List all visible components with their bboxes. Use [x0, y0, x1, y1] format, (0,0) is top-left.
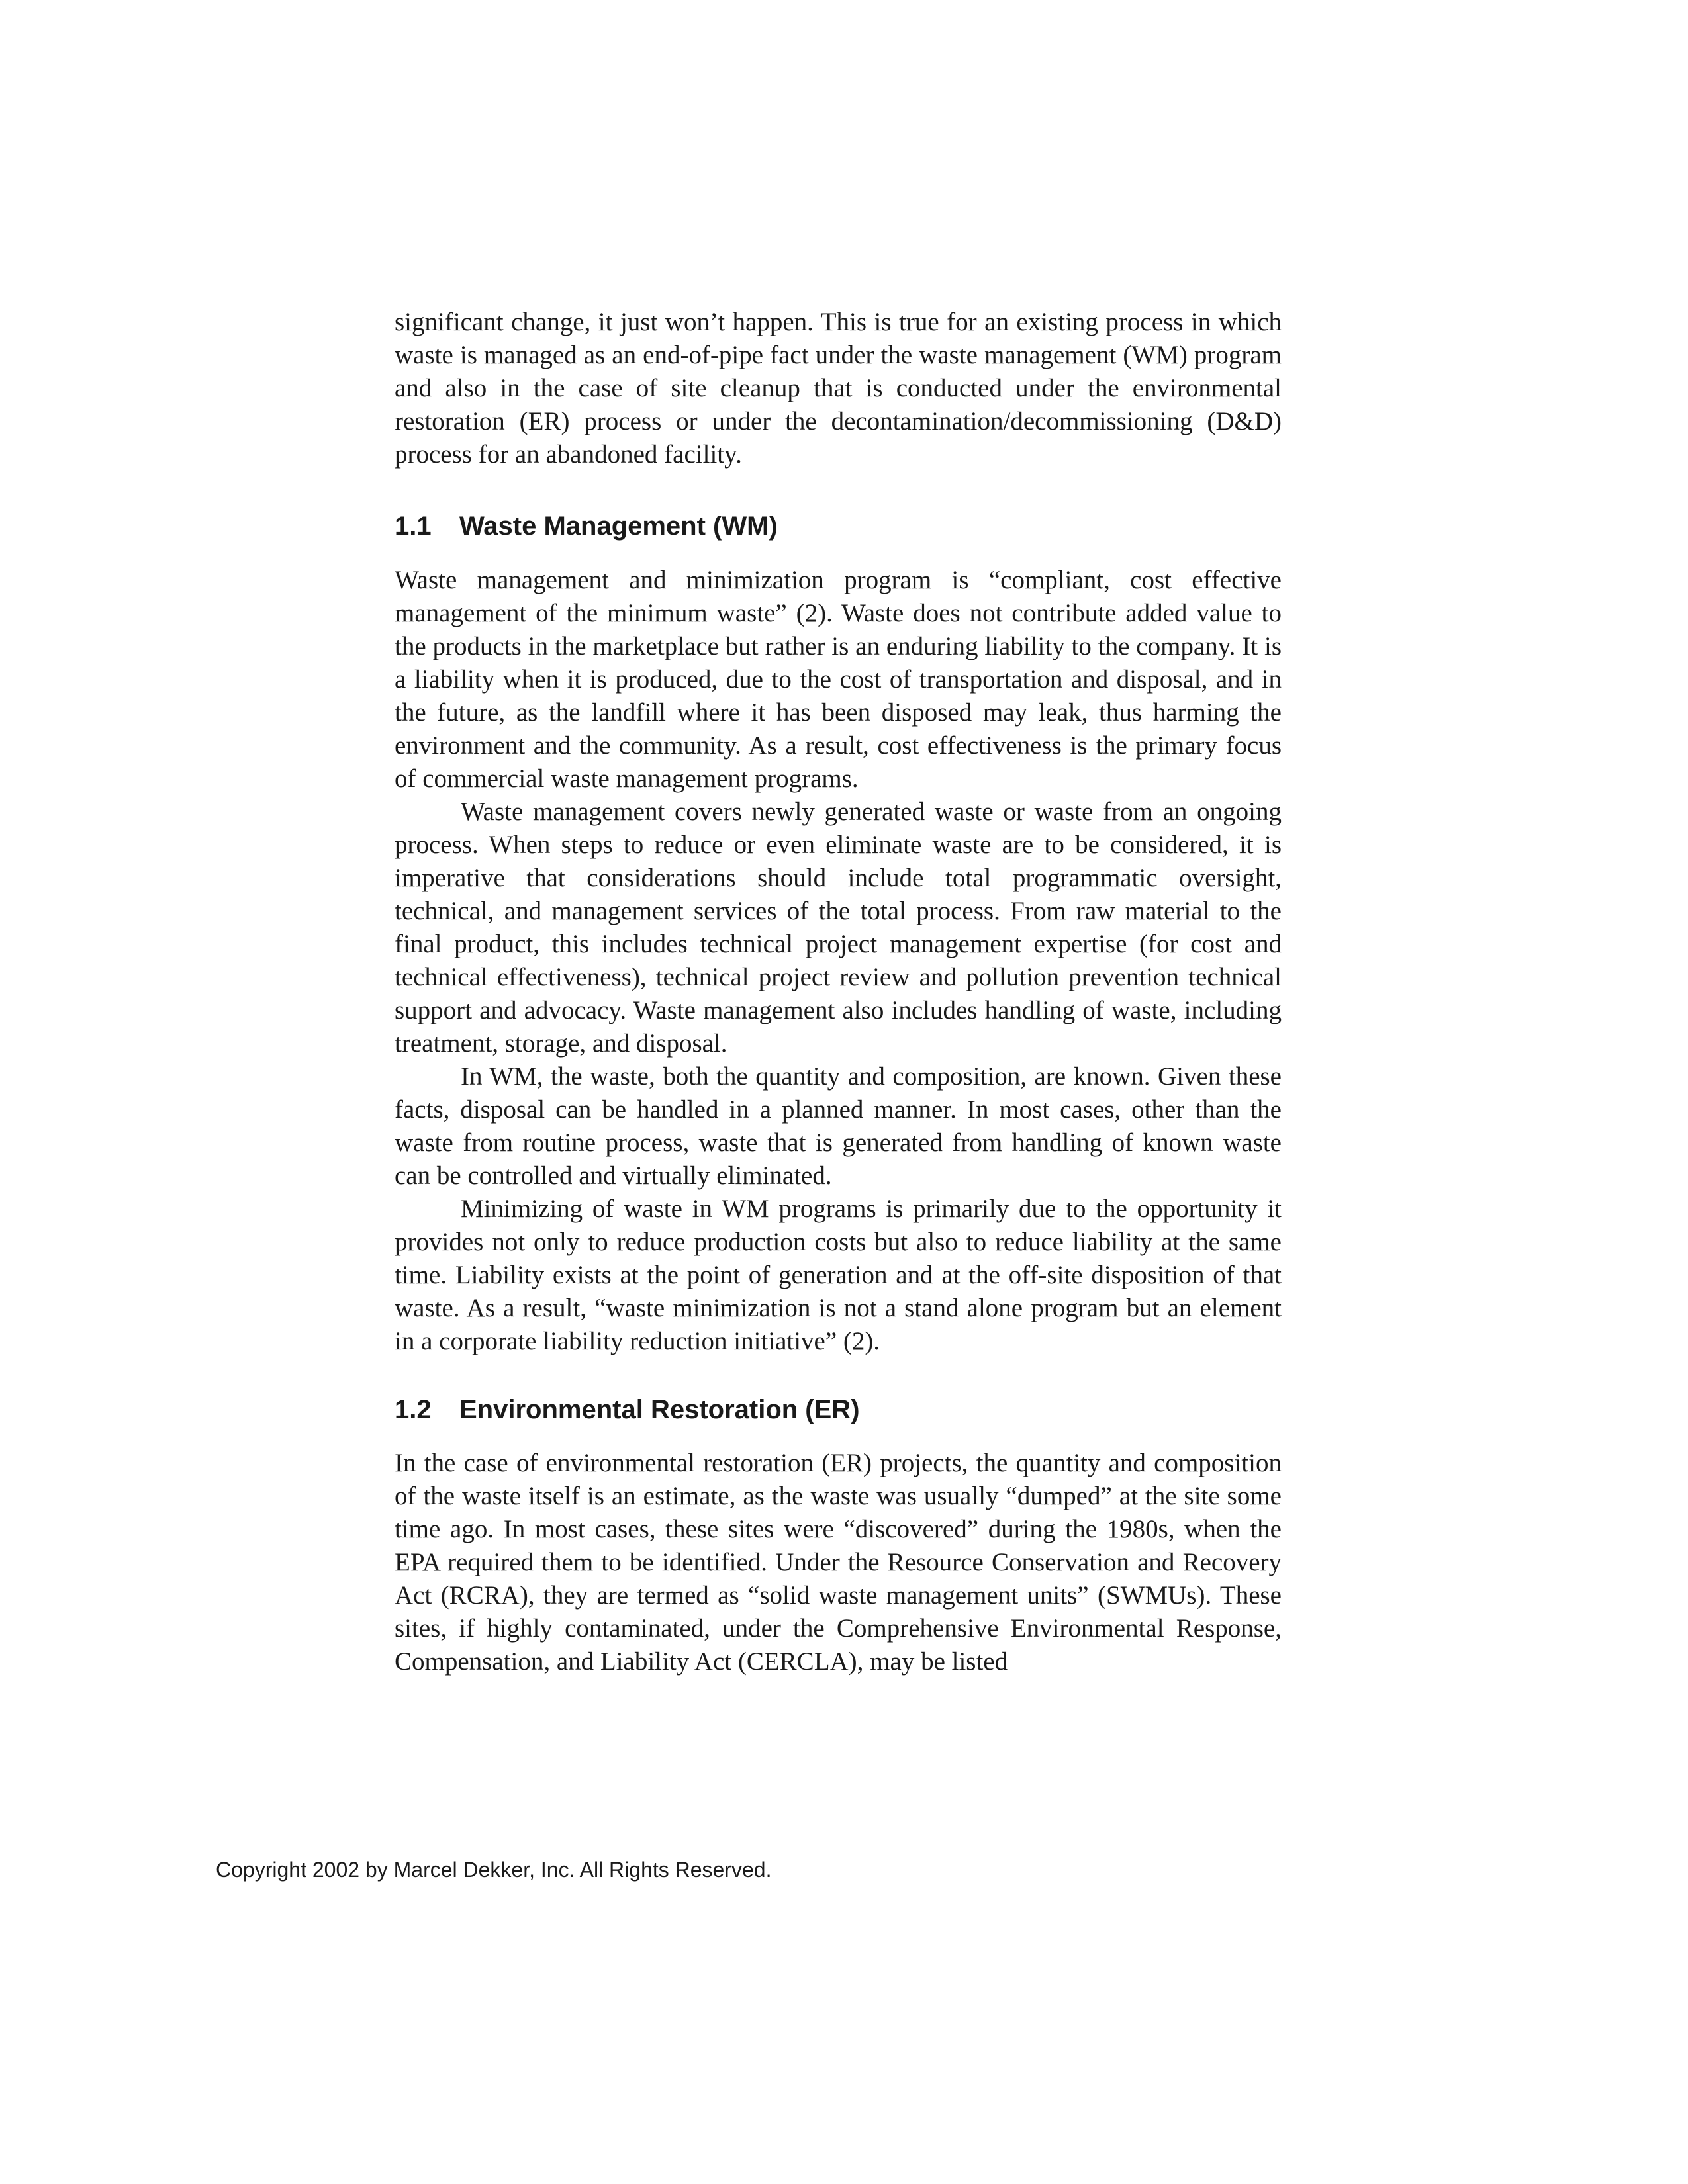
- intro-paragraph-block: [395, 306, 1282, 471]
- body-paragraph: In WM, the waste, both the quantity and composition, are known. Given these facts, disposal can be handled in a planned manner. In most cases, other than the waste from routine process, waste that is generated from handling of known waste can be controlled and virtually eliminated.: [395, 1062, 1282, 1190]
- body-paragraph: In the case of environmental restoration (ER) projects, the quantity and composition of the waste itself is an estimate, as the waste was usually “dumped” at the site some time ago. In most cases, these sites were “discovered” during the 1980s, when the EPA required them to be identified. Under the Resource Conservation and Recovery Act (RCRA), they are termed as “solid waste management units” (SWMUs). These sites, if highly contaminated, under the Comprehensive Environmental Response, Compensation, and Liability Act (CERCLA), may be listed: [395, 1449, 1282, 1676]
- section-number: 1.2: [395, 1395, 432, 1424]
- body-paragraph: Minimizing of waste in WM programs is primarily due to the opportunity it provides not only to reduce production costs but also to reduce liability at the same time. Liability exists at the point of generation and at the off-site disposition of that waste. As a result, “waste minimization is not a stand alone program but an element in a corporate liability reduction initiative” (2).: [395, 1195, 1282, 1355]
- section-body-environmental-restoration: [395, 1447, 1282, 1678]
- section-title: Waste Management (WM): [459, 512, 778, 541]
- section-number: 1.1: [395, 512, 432, 541]
- section-heading-waste-management: [395, 510, 1282, 543]
- section-heading-environmental-restoration: [395, 1393, 1282, 1426]
- section-body-waste-management: [395, 564, 1282, 1358]
- intro-paragraph: significant change, it just won’t happen. This is true for an existing process in which waste is managed as an end-of-pipe fact under the waste management (WM) program and also in the case of site cleanup that is conducted under the environmental restoration (ER) process or under the decontamination/decommissioning (D&D) process for an abandoned facility.: [395, 308, 1282, 469]
- section-title: Environmental Restoration (ER): [459, 1395, 860, 1424]
- copyright-footer: Copyright 2002 by Marcel Dekker, Inc. All Rights Reserved.: [216, 1858, 772, 1882]
- body-paragraph: Waste management and minimization program is “compliant, cost effective management of the minimum waste” (2). Waste does not contribute added value to the products in the marketplace but rather is an enduring liability to the company. It is a liability when it is produced, due to the cost of transportation and disposal, and in the future, as the landfill where it has been disposed may leak, thus harming the environment and the community. As a result, cost effectiveness is the primary focus of commercial waste management programs.: [395, 566, 1282, 793]
- body-paragraph: Waste management covers newly generated waste or waste from an ongoing process. When steps to reduce or even eliminate waste are to be considered, it is imperative that considerations should include total programmatic oversight, technical, and management services of the total process. From raw material to the final product, this includes technical project management expertise (for cost and technical effectiveness), technical project review and pollution prevention technical support and advocacy. Waste management also includes handling of waste, including treatment, storage, and disposal.: [395, 797, 1282, 1058]
